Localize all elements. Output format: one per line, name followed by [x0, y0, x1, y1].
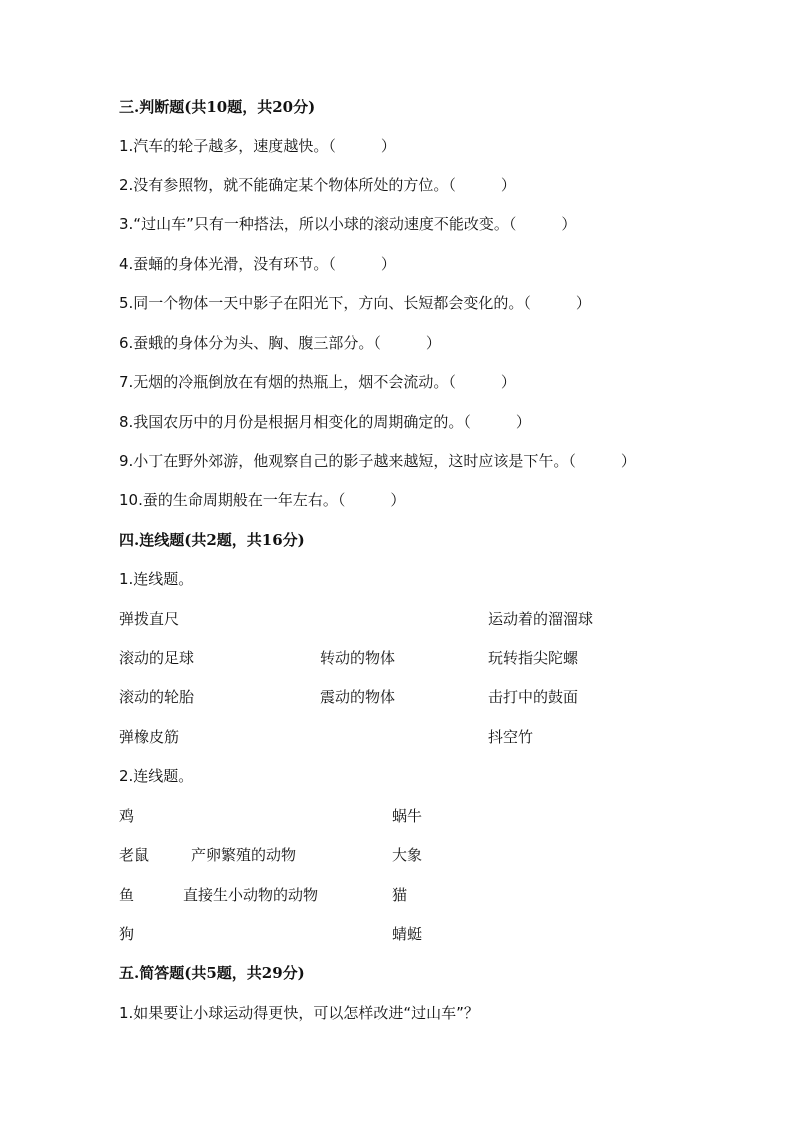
matching-2-right-item: 大象	[392, 846, 423, 864]
judgment-question-5: 5.同一个物体一天中影子在阳光下，方向、长短都会变化的。（ ）	[119, 294, 591, 312]
short-answer-question-1: 1.如果要让小球运动得更快，可以怎样改进“过山车”？	[119, 1004, 479, 1022]
matching-2-right-item: 蜻蜓	[392, 925, 423, 943]
matching-question-2-title: 2.连线题。	[119, 767, 194, 785]
judgment-question-4: 4.蚕蛹的身体光滑，没有环节。（ ）	[119, 255, 396, 273]
judgment-question-9: 9.小丁在野外郊游，他观察自己的影子越来越短，这时应该是下午。（ ）	[119, 452, 636, 470]
matching-1-left-item: 弹拨直尺	[119, 610, 180, 628]
matching-2-right-item: 猫	[392, 886, 408, 904]
judgment-question-2: 2.没有参照物，就不能确定某个物体所处的方位。（ ）	[119, 176, 516, 194]
matching-2-left-item: 狗	[119, 925, 135, 943]
section-4-heading: 四.连线题(共2题，共16分)	[119, 531, 305, 549]
matching-1-middle-item: 转动的物体	[320, 649, 396, 667]
judgment-question-1: 1.汽车的轮子越多，速度越快。（ ）	[119, 137, 396, 155]
matching-1-left-item: 弹橡皮筋	[119, 728, 180, 746]
section-5-heading: 五.简答题(共5题，共29分)	[119, 964, 305, 982]
judgment-question-8: 8.我国农历中的月份是根据月相变化的周期确定的。（ ）	[119, 413, 531, 431]
section-3-heading: 三.判断题(共10题，共20分)	[119, 98, 316, 116]
matching-1-right-item: 运动着的溜溜球	[488, 610, 594, 628]
matching-1-middle-item: 震动的物体	[320, 688, 396, 706]
judgment-question-6: 6.蚕蛾的身体分为头、胸、腹三部分。（ ）	[119, 334, 441, 352]
matching-1-right-item: 玩转指尖陀螺	[488, 649, 579, 667]
matching-2-left-item: 老鼠	[119, 846, 150, 864]
matching-1-left-item: 滚动的轮胎	[119, 688, 195, 706]
matching-2-right-item: 蜗牛	[392, 807, 423, 825]
judgment-question-3: 3.“过山车”只有一种搭法，所以小球的滚动速度不能改变。（ ）	[119, 215, 577, 233]
matching-question-1-title: 1.连线题。	[119, 570, 194, 588]
matching-2-left-item: 鱼	[119, 886, 135, 904]
matching-1-right-item: 击打中的鼓面	[488, 688, 579, 706]
judgment-question-10: 10.蚕的生命周期般在一年左右。（ ）	[119, 491, 406, 509]
matching-1-left-item: 滚动的足球	[119, 649, 195, 667]
matching-1-right-item: 抖空竹	[488, 728, 534, 746]
matching-2-middle-item: 产卵繁殖的动物	[191, 846, 297, 864]
matching-2-left-item: 鸡	[119, 807, 135, 825]
matching-2-middle-item: 直接生小动物的动物	[183, 886, 319, 904]
judgment-question-7: 7.无烟的冷瓶倒放在有烟的热瓶上，烟不会流动。（ ）	[119, 373, 516, 391]
